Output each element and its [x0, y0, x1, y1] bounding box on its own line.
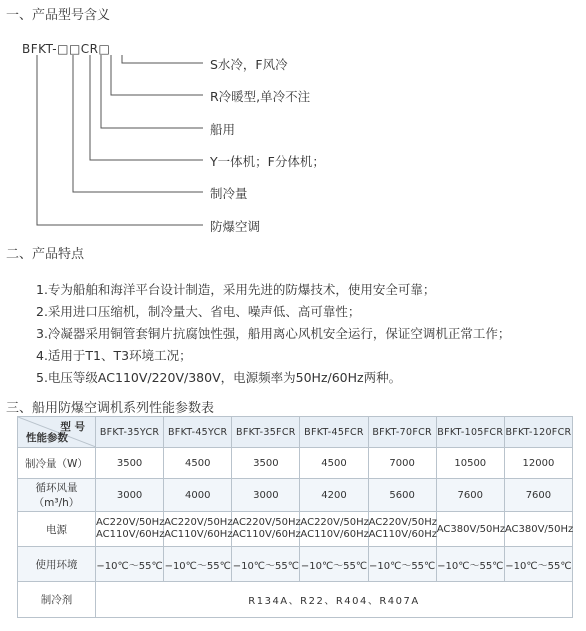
meaning-heat-type: R冷暖型,单冷不注	[210, 89, 311, 104]
table-cell: −10℃～55℃	[96, 547, 164, 582]
row-label: 制冷剂	[18, 582, 96, 618]
table-row-power	[18, 512, 573, 547]
refrigerant-value: R134A、R22、R404、R407A	[96, 582, 573, 618]
table-cell: −10℃～55℃	[368, 547, 436, 582]
table-cell: 3500	[96, 448, 164, 479]
power-line: AC110V/60Hz	[368, 529, 437, 540]
connector-line-5	[73, 55, 203, 192]
corner-model-label: 型 号	[60, 421, 85, 433]
table-cell: 4000	[164, 479, 232, 512]
feature-item: 3.冷凝器采用铜管套铜片抗腐蚀性强，船用离心风机安全运行，保证空调机正常工作；	[36, 326, 511, 341]
table-cell: 4500	[300, 448, 368, 479]
table-cell: 7600	[504, 479, 572, 512]
power-line: AC220V/50Hz	[232, 517, 301, 528]
table-cell	[164, 512, 232, 547]
row-label: 使用环境	[18, 547, 96, 582]
power-line: AC220V/50Hz	[164, 517, 233, 528]
table-cell: 5600	[368, 479, 436, 512]
table-cell	[368, 512, 436, 547]
table-cell	[96, 512, 164, 547]
model-header: BFKT-35FCR	[232, 417, 300, 448]
section2-title: 二、产品特点	[6, 247, 85, 262]
power-line: AC110V/60Hz	[232, 529, 301, 540]
table-cell	[300, 512, 368, 547]
table-cell: 7000	[368, 448, 436, 479]
meaning-capacity: 制冷量	[210, 186, 248, 201]
connector-line-2	[111, 55, 203, 95]
section3-title: 三、船用防爆空调机系列性能参数表	[6, 401, 215, 416]
table-cell: −10℃～55℃	[436, 547, 504, 582]
feature-list	[36, 279, 510, 389]
meaning-cooling-type: S水冷，F风冷	[210, 57, 288, 72]
model-header: BFKT-120FCR	[504, 417, 572, 448]
model-header: BFKT-105FCR	[436, 417, 504, 448]
row-label: 制冷量（W）	[18, 448, 96, 479]
meaning-marine: 船用	[210, 122, 236, 137]
table-row-cooling	[18, 448, 573, 479]
table-header-row	[18, 417, 573, 448]
meaning-unit-type: Y一体机；F分体机；	[210, 154, 325, 169]
power-line: AC220V/50Hz	[96, 517, 165, 528]
table-cell: 7600	[436, 479, 504, 512]
table-cell: 3000	[96, 479, 164, 512]
table-row-refrigerant	[18, 582, 573, 618]
table-cell: 10500	[436, 448, 504, 479]
table-corner-cell	[18, 417, 96, 448]
table-cell: −10℃～55℃	[504, 547, 572, 582]
spec-table	[17, 416, 573, 618]
table-row-airflow	[18, 479, 573, 512]
row-label: 循环风量（m³/h）	[18, 479, 96, 512]
model-header: BFKT-45FCR	[300, 417, 368, 448]
table-cell: AC380V/50Hz	[436, 512, 504, 547]
section1-title: 一、产品型号含义	[6, 8, 111, 23]
connector-line-3	[101, 55, 203, 128]
feature-item: 4.适用于T1、T3环境工况；	[36, 348, 192, 363]
feature-item: 5.电压等级AC110V/220V/380V，电源频率为50Hz/60Hz两种。	[36, 370, 402, 385]
table-cell: 3500	[232, 448, 300, 479]
table-row-environment	[18, 547, 573, 582]
power-line: AC220V/50Hz	[300, 517, 369, 528]
table-cell: −10℃～55℃	[300, 547, 368, 582]
connector-line-1	[122, 55, 203, 63]
model-header: BFKT-45YCR	[164, 417, 232, 448]
power-line: AC220V/50Hz	[368, 517, 437, 528]
model-code-diagram	[0, 0, 586, 240]
table-cell: −10℃～55℃	[164, 547, 232, 582]
power-line: AC110V/60Hz	[164, 529, 233, 540]
feature-item: 1.专为船舶和海洋平台设计制造，采用先进的防爆技术，使用安全可靠；	[36, 282, 436, 297]
model-code: BFKT-□□CR□	[22, 42, 111, 56]
corner-param-label: 性能参数	[26, 432, 68, 444]
table-cell: 3000	[232, 479, 300, 512]
table-cell: AC380V/50Hz	[504, 512, 572, 547]
table-cell	[232, 512, 300, 547]
meaning-product: 防爆空调	[210, 219, 261, 234]
table-cell: 12000	[504, 448, 572, 479]
table-cell: 4500	[164, 448, 232, 479]
power-line: AC110V/60Hz	[300, 529, 369, 540]
connector-line-4	[90, 55, 203, 160]
row-label: 电源	[18, 512, 96, 547]
power-line: AC110V/60Hz	[96, 529, 165, 540]
feature-item: 2.采用进口压缩机，制冷量大、省电、噪声低、高可靠性；	[36, 304, 361, 319]
model-header: BFKT-70FCR	[368, 417, 436, 448]
model-header: BFKT-35YCR	[96, 417, 164, 448]
table-cell: −10℃～55℃	[232, 547, 300, 582]
table-cell: 4200	[300, 479, 368, 512]
connector-line-6	[37, 55, 203, 225]
